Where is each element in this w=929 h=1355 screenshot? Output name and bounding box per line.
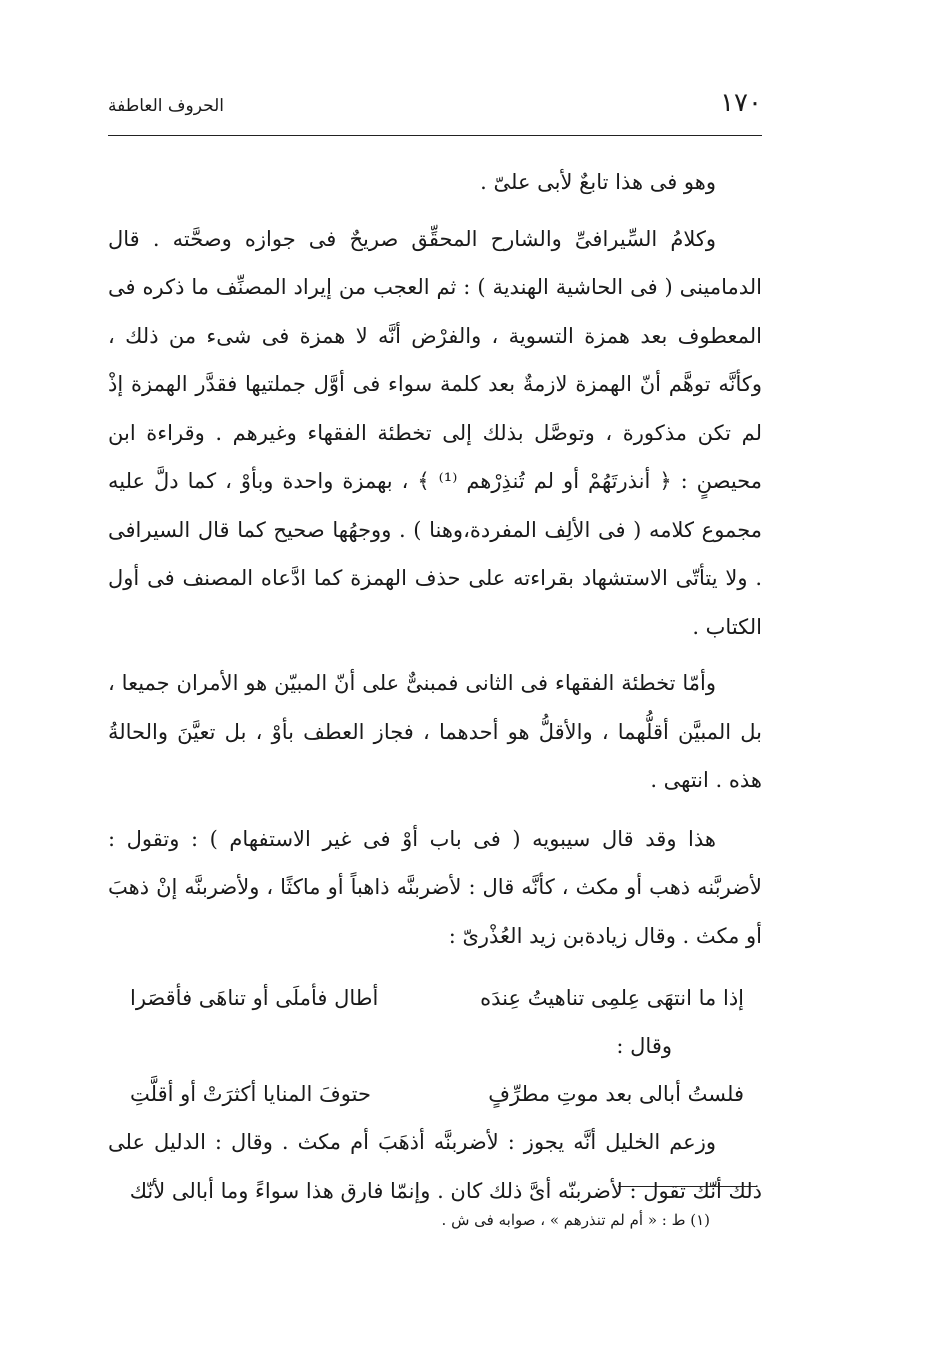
- verse-intro: وقال :: [616, 1034, 672, 1058]
- paragraph-3: وأمّا تخطئة الفقهاء فى الثانى فمبنىٌّ على أنّ المبيّن هو الأمران جميعا ، بل المبيَّن أقلُّهما ، والأقلُّ هو أحدهما ، فجاز العطف بأوْ ، بل تعيَّنَ والحالةُ هذه . انتهى .: [108, 671, 762, 792]
- verse-1-first-hemistich: إذا ما انتهَى عِلمِى تناهيتُ عِندَه: [480, 986, 744, 1010]
- header-divider: [108, 135, 762, 136]
- paragraph-5: وزعم الخليل أنَّه يجوز : لأضربنَّه أذهَبَ أم مكث . وقال : الدليل على ذلك أنّك تقول : لأضربنّه أىَّ ذلك كان . وإنمّا فارق هذا سواءً وما أبالى لأنّك: [108, 1130, 762, 1203]
- verse-2-second-hemistich: حتوفَ المنايا أكثرَتْ أو أقلَّتِ: [130, 1082, 371, 1106]
- running-title: الحروف العاطفة: [108, 96, 225, 116]
- paragraph-1: وهو فى هذا تابعٌ لأبى علىّ .: [480, 170, 716, 194]
- main-text: [108, 158, 762, 1215]
- paragraph-2: وكلامُ السِّيرافىِّ والشارح المحقِّق صريحٌ فى جوازه وصحَّته . قال الدمامينى ( فى الحاشية الهندية ) : ثم العجب من إيراد المصنِّف ما ذكره فى المعطوف بعد همزة التسوية ، والفرْض أنَّه لا همزة فى شىء من ذلك ، وكأنَّه توهَّم أنّ الهمزة لازمةٌ بعد كلمة سواء فى أوَّل جملتيها فقدَّر الهمزة إذْ لم تكن مذكورة ، وتوصَّل بذلك إلى تخطئة الفقهاء وغيرهم . وقراءة ابن محيصنٍ : ﴿ أنذرتَهُمْ أو لم تُنذِرْهم ⁽¹⁾ ﴾ ، بهمزة واحدة وبأوْ ، كما دلَّ عليه مجموع كلامه ( فى الألِف المفردة،وهنا ) . ووجهُها صحيح كما قال السيرافى . ولا يتأتّى الاستشهاد بقراءته على حذف الهمزة كما ادَّعاه المصنف فى أول الكتاب .: [108, 226, 762, 639]
- page-header: [108, 88, 762, 128]
- verse-2-first-hemistich: فلستُ أبالى بعد موتِ مطرِّفٍ: [488, 1082, 744, 1106]
- verse-1: [130, 974, 744, 1022]
- footnote-divider: [618, 1186, 756, 1187]
- verse-1-second-hemistich: أطال فأملَى أو تناهَى فأقصَرا: [130, 986, 379, 1010]
- verse-2: [130, 1070, 744, 1118]
- page-number: ١٧٠: [720, 88, 762, 118]
- footnote: (١) ط : « أم لم تنذرهم » ، صوابه فى ش .: [441, 1211, 710, 1229]
- paragraph-4: هذا وقد قال سيبويه ( فى باب أوْ فى غير الاستفهام ) : وتقول : لأضربَّنه ذهب أو مكث ، كأنَّه قال : لأضربنَّه ذاهباً أو ماكثًا ، ولأضربنَّه إنْ ذهبَ أو مكث . وقال زيادةبن زيد العُذْرىّ :: [108, 826, 762, 948]
